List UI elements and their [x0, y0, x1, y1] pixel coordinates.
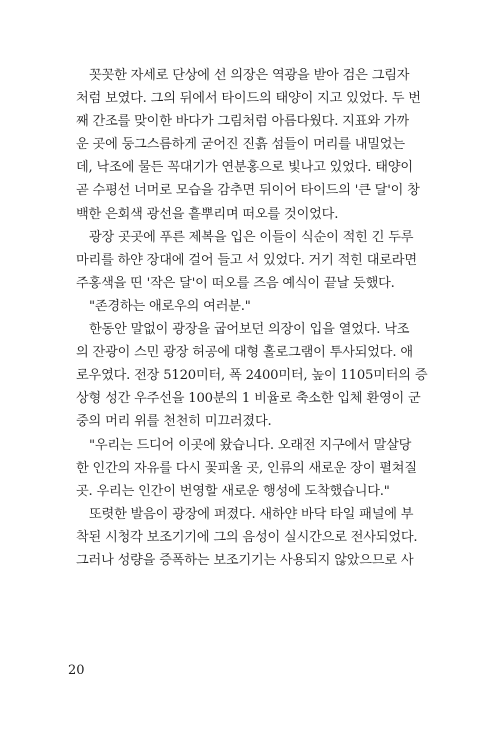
- text-line: 로우였다. 전장 5120미터, 폭 2400미터, 높이 1105미터의 증: [76, 368, 428, 384]
- text-line: 착된 시청각 보조기기에 그의 음성이 실시간으로 전사되었다.: [76, 529, 418, 545]
- text-line: 한 인간의 자유를 다시 꽃피울 곳, 인류의 새로운 장이 펼쳐질: [76, 460, 417, 476]
- text-line: 또렷한 발음이 광장에 퍼졌다. 새하얀 바닥 타일 패널에 부: [89, 506, 414, 522]
- text-line: 곳. 우리는 인간이 번영할 새로운 행성에 도착했습니다.": [76, 483, 390, 499]
- text-line: 곧 수평선 너머로 모습을 감추면 뒤이어 타이드의 '큰 달'이 창: [76, 183, 420, 199]
- text-line: "우리는 드디어 이곳에 왔습니다. 오래전 지구에서 말살당: [89, 437, 412, 453]
- text-line: 한동안 말없이 광장을 굽어보던 의장이 입을 열었다. 낙조: [89, 322, 410, 338]
- text-line: 꼿꼿한 자세로 단상에 선 의장은 역광을 받아 검은 그림자: [89, 68, 410, 83]
- text-line: 상형 성간 우주선을 100분의 1 비율로 축소한 입체 환영이 군: [76, 391, 421, 407]
- body-text: [76, 64, 426, 572]
- page-number: 20: [68, 663, 85, 678]
- text-line: "존경하는 애로우의 여러분.": [89, 298, 251, 314]
- text-line: 처럼 보였다. 그의 뒤에서 타이드의 태양이 지고 있었다. 두 번: [76, 91, 421, 107]
- text-line: 째 간조를 맞이한 바다가 그림처럼 아름다웠다. 지표와 가까: [76, 114, 409, 130]
- text-line: 운 곳에 둥그스름하게 굳어진 진흙 섬들이 머리를 내밀었는: [76, 137, 405, 153]
- text-line: 그러나 성량을 증폭하는 보조기기는 사용되지 않았으므로 사: [76, 552, 414, 568]
- text-line: 의 잔광이 스민 광장 허공에 대형 홀로그램이 투사되었다. 애: [76, 345, 413, 361]
- text-line: 광장 곳곳에 푸른 제복을 입은 이들이 식순이 적힌 긴 두루: [89, 229, 414, 245]
- text-line: 중의 머리 위를 천천히 미끄러졌다.: [76, 414, 272, 430]
- text-line: 주홍색을 띤 '작은 달'이 떠오를 즈음 예식이 끝날 듯했다.: [76, 275, 395, 291]
- text-line: 마리를 하얀 장대에 걸어 들고 서 있었다. 거기 적힌 대로라면: [76, 252, 417, 268]
- text-line: 백한 은회색 광선을 흩뿌리며 떠오를 것이었다.: [76, 206, 339, 222]
- text-line: 데, 낙조에 물든 꼭대기가 연분홍으로 빛나고 있었다. 태양이: [76, 160, 413, 176]
